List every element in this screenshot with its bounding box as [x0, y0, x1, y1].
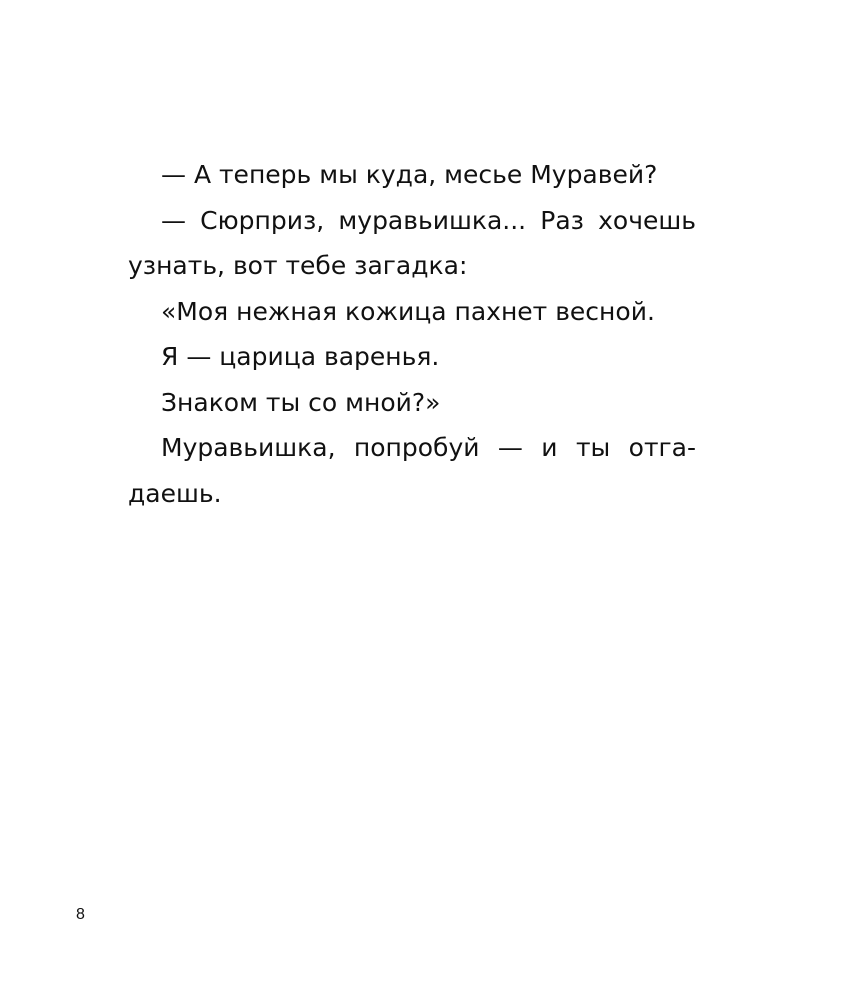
text-line: — А теперь мы куда, месье Муравей? [161, 160, 658, 189]
text-line: Я — царица варенья. [161, 342, 440, 371]
text-line: «Моя нежная кожица пахнет весной. [161, 296, 655, 326]
text-line: Знаком ты со мной?» [161, 387, 441, 417]
text-line: — Сюрприз, муравьишка... Раз хочешь [161, 205, 696, 235]
text-line: даешь. [128, 478, 222, 508]
text-line: узнать, вот тебе загадка: [128, 251, 468, 280]
page-number: 8 [76, 906, 85, 923]
story-text [128, 152, 696, 516]
text-line: Муравьишка, попробуй — и ты отга- [161, 433, 696, 462]
